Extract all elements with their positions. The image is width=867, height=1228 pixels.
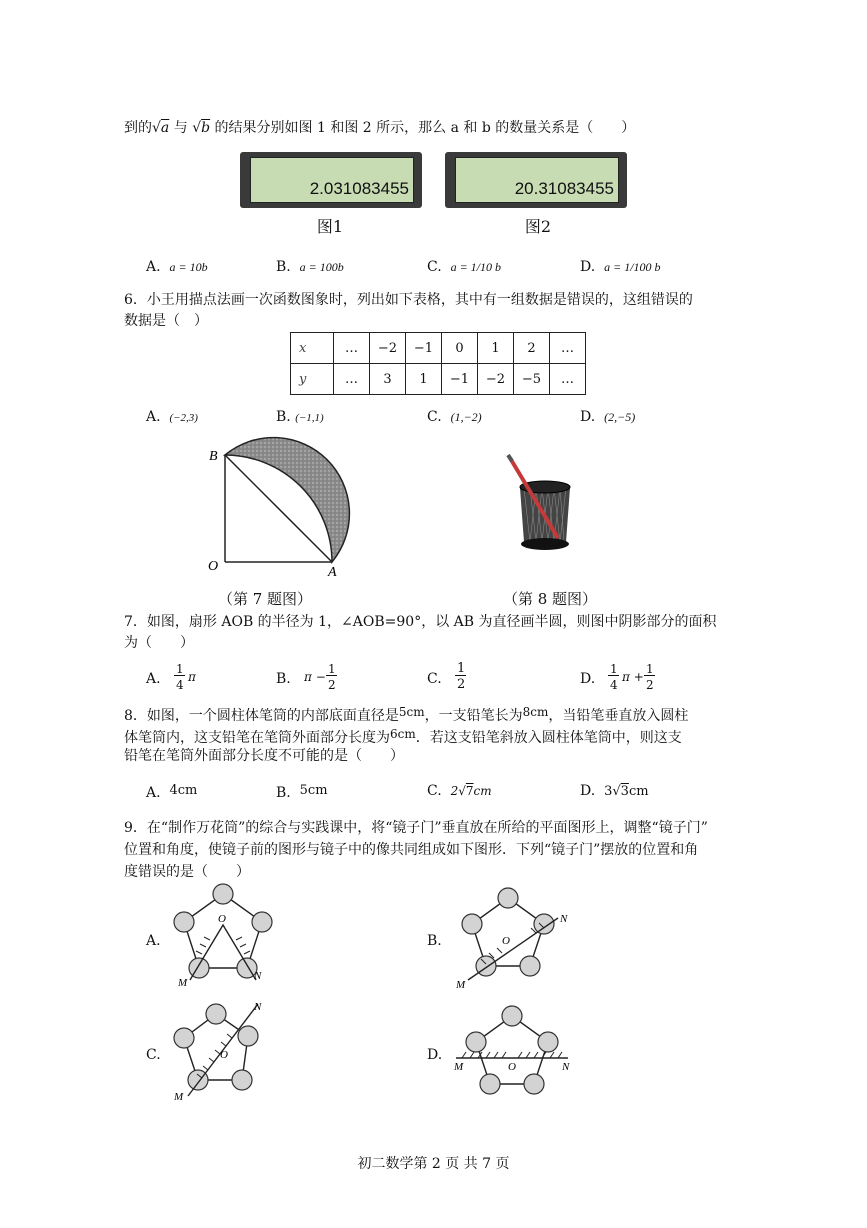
q6-option-d[interactable]: D. (2,−5) xyxy=(580,409,636,425)
calculator-figure-2 xyxy=(445,152,627,208)
q6-option-a[interactable]: A. (−2,3) xyxy=(146,409,198,425)
q9-figure-b xyxy=(448,880,578,990)
q5-option-b[interactable]: B. a = 100b xyxy=(276,259,344,275)
q9-option-c[interactable]: C. xyxy=(146,1047,161,1063)
table-cell: 1 xyxy=(406,364,442,395)
display-value-2: 20.31083455 xyxy=(514,179,614,198)
q6-stem-line1: 6．小王用描点法画一次函数图象时，列出如下表格，其中有一组数据是错误的，这组错误的 xyxy=(124,292,693,308)
q5-option-c[interactable]: C. a = 1/10 b xyxy=(427,259,502,275)
q8-stem-line3: 铅笔在笔筒外面部分长度不可能的是（ ） xyxy=(124,748,404,764)
calculator-figure-1 xyxy=(240,152,422,208)
table-cell: 0 xyxy=(442,333,478,364)
q5-option-d[interactable]: D. a = 1/100 b xyxy=(580,259,661,275)
q8-stem-line2: 体笔筒内，这支铅笔在笔筒外面部分长度为6cm．若这支铅笔斜放入圆柱体笔筒中，则这支 xyxy=(124,727,682,746)
label-n: N xyxy=(254,1001,262,1013)
fig1-caption: 图1 xyxy=(316,217,344,236)
table-cell: 2 xyxy=(514,333,550,364)
label-o: O xyxy=(218,913,226,925)
q7-option-b[interactable]: B. π − 1 2 xyxy=(276,662,336,692)
q9-figure-c xyxy=(168,996,278,1106)
q6-value-table xyxy=(290,332,586,395)
table-cell: … xyxy=(550,333,586,364)
q7-stem-line1: 7．如图，扇形 AOB 的半径为 1，∠AOB=90°，以 AB 为直径画半圆，则图中阴影部分的面积 xyxy=(124,614,717,630)
figure-7-sector xyxy=(200,430,365,580)
table-cell: −5 xyxy=(514,364,550,395)
q9-option-d[interactable]: D. xyxy=(427,1047,443,1063)
label-n: N xyxy=(560,913,568,925)
label-m: M xyxy=(178,977,188,989)
table-cell: 1 xyxy=(478,333,514,364)
q6-stem-line2: 数据是（ ） xyxy=(124,313,208,329)
q9-stem-line2: 位置和角度，使镜子前的图形与镜子中的像共同组成如下图形．下列“镜子门”摆放的位置和角 xyxy=(124,842,699,858)
label-m: M xyxy=(174,1091,184,1103)
table-cell: −1 xyxy=(442,364,478,395)
q8-stem-line1: 8．如图，一个圆柱体笔筒的内部底面直径是5cm，一支铅笔长为8cm，当铅笔垂直放入圆柱 xyxy=(124,705,689,724)
q9-figure-a xyxy=(168,880,278,990)
fig7-caption: （第 7 题图） xyxy=(217,590,313,608)
label-n: N xyxy=(562,1061,570,1073)
table-cell: 3 xyxy=(370,364,406,395)
table-row-x xyxy=(291,333,586,364)
label-m: M xyxy=(454,1061,464,1073)
q7-option-d[interactable]: D. 1 4 π + 1 2 xyxy=(580,662,654,692)
q9-figure-d xyxy=(448,996,578,1106)
display-value-1: 2.031083455 xyxy=(309,179,409,198)
q9-stem-line3: 度错误的是（ ） xyxy=(124,864,250,880)
fig2-caption: 图2 xyxy=(524,217,552,236)
table-cell: … xyxy=(334,364,370,395)
fig8-caption: （第 8 题图） xyxy=(502,590,598,608)
label-o: O xyxy=(508,1061,516,1073)
q8-option-c[interactable]: C. 2√7cm xyxy=(427,783,492,799)
page-footer: 初二数学第 2 页 共 7 页 xyxy=(357,1156,510,1172)
q7-option-c[interactable]: C. 1 2 xyxy=(427,661,466,692)
figure-8-pencil-holder xyxy=(500,450,580,560)
table-row-label: y xyxy=(291,364,334,395)
label-o: O xyxy=(220,1049,228,1061)
label-o: O xyxy=(208,559,219,574)
q5-option-a[interactable]: A. a = 10b xyxy=(146,259,208,275)
q6-option-b[interactable]: B. (−1,1) xyxy=(276,409,324,425)
q8-option-d[interactable]: D. 3√3cm xyxy=(580,783,649,799)
table-cell: −2 xyxy=(478,364,514,395)
q9-option-a[interactable]: A. xyxy=(146,933,161,949)
label-o: O xyxy=(502,935,510,947)
label-m: M xyxy=(456,979,466,990)
q8-option-b[interactable]: B. 5cm xyxy=(276,783,328,801)
label-n: N xyxy=(254,970,262,982)
table-row-label: x xyxy=(291,333,334,364)
calculator-display-2 xyxy=(455,157,619,203)
label-b: B xyxy=(209,449,218,464)
label-a: A xyxy=(328,565,337,580)
calculator-display-1 xyxy=(250,157,414,203)
table-cell: … xyxy=(550,364,586,395)
q9-stem-line1: 9．在“制作万花筒”的综合与实践课中，将“镜子门”垂直放在所给的平面图形上，调整“镜子门” xyxy=(124,820,708,836)
table-cell: −1 xyxy=(406,333,442,364)
table-cell: … xyxy=(334,333,370,364)
q7-stem-line2: 为（ ） xyxy=(124,635,194,651)
q6-option-c[interactable]: C. (1,−2) xyxy=(427,409,482,425)
table-cell: −2 xyxy=(370,333,406,364)
q9-option-b[interactable]: B. xyxy=(427,933,442,949)
q5-stem: 到的√a 与 √b 的结果分别如图 1 和图 2 所示，那么 a 和 b 的数量关系是（ ） xyxy=(124,120,636,136)
table-row-y xyxy=(291,364,586,395)
q8-option-a[interactable]: A. 4cm xyxy=(146,783,198,801)
